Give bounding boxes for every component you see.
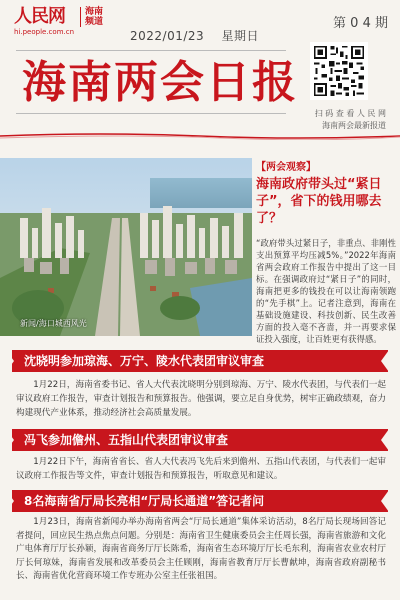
people-logo[interactable]: [14, 6, 109, 28]
masthead-top-rule: [16, 50, 286, 51]
header: [0, 0, 400, 150]
section-body-3: 1月23日，海南省新闻办举办海南省两会“厅局长通道”集体采访活动，8名厅局长现场回答记者提问，回应民生热点焦点问题。分别是：海南省卫生健康委员会主任周长强，海南省旅游和文化广电体育厅厅长孙颖，海南省商务厅厅长陈希，海南省生态环境厅厅长毛东利，海南省农业农村厅厅长何琼妹，海南省发展和改革委员会主任顾刚，海南省教育厅厅长曹献坤，海南省政府副秘书长、海南省优化营商环境工作专班办公室主任张祖国。: [16, 517, 386, 581]
logo-domain: hi.people.com.cn: [14, 28, 75, 36]
qr-caption-line1: 扫 码 查 看 人 民 网: [314, 109, 386, 118]
masthead-title: 海南两会日报: [22, 57, 298, 108]
qr-code-icon[interactable]: [310, 42, 368, 100]
section-title-1: 沈晓明参加琼海、万宁、陵水代表团审议审查: [24, 354, 265, 368]
chevron-right-icon: [6, 490, 14, 512]
qr-caption: [296, 108, 386, 132]
section-headline-1[interactable]: [12, 350, 388, 372]
logo-text: 人民网: [14, 6, 65, 27]
section-headline-2[interactable]: [12, 429, 388, 451]
section-body-2: 1月22日下午，海南省省长、省人大代表冯飞先后来到儋州、五指山代表团，与代表们一起审议政府工作报告等文件，审查计划报告和预算报告，听取意见和建议。: [16, 457, 386, 481]
feature-title[interactable]: 海南政府带头过“紧日子”，省下的钱用哪去了？: [256, 177, 382, 226]
qr-caption-line2: 海南两会最新报道: [322, 121, 386, 130]
feature-article[interactable]: [256, 158, 396, 343]
issue-number: 第 0 4 期: [333, 16, 388, 31]
section-headline-3[interactable]: [12, 490, 388, 512]
logo-channel: 海南频道: [85, 7, 104, 27]
section-title-2: 冯飞参加儋州、五指山代表团审议审查: [24, 433, 229, 447]
photo-caption: 新闻/海口城西风光: [20, 319, 87, 328]
city-aerial-photo: [0, 158, 252, 336]
feature-body: “政府带头过紧日子，非重点、非刚性支出预算平均压减5%。”2022年海南省两会政府工作报告中提出了这一目标。在强调政府过“紧日子”的同时，海南把更多的钱投在可以让海南领跑的“先手棋”上。记者注意到，海南在基础设施建设、科技创新、民生改善方面的投入毫不吝啬，并一再要求保证投入强度，让百姓更有获得感。: [256, 238, 396, 344]
dateline: [130, 27, 259, 44]
issue-weekday: 星期日: [221, 29, 259, 43]
feature-tag: 【两会观察】: [256, 162, 316, 173]
section-body-1: 1月22日，海南省委书记、省人大代表沈晓明分别到琼海、万宁、陵水代表团，与代表们一起审议政府工作报告，审查计划报告和预算报告。他强调，要立足自身优势，树牢正确政绩观，奋力构建现代产业体系，推动经济社会高质量发展。: [16, 380, 386, 418]
masthead-bottom-rule: [16, 113, 286, 114]
issue-date: 2022/01/23: [130, 29, 205, 43]
section-title-3: 8名海南省厅局长亮相“厅局长通道”答记者问: [24, 494, 265, 508]
logo-divider: [80, 7, 81, 27]
chevron-right-icon: [6, 429, 14, 451]
chevron-right-icon: [6, 350, 14, 372]
decorative-ribbon: [0, 132, 400, 140]
